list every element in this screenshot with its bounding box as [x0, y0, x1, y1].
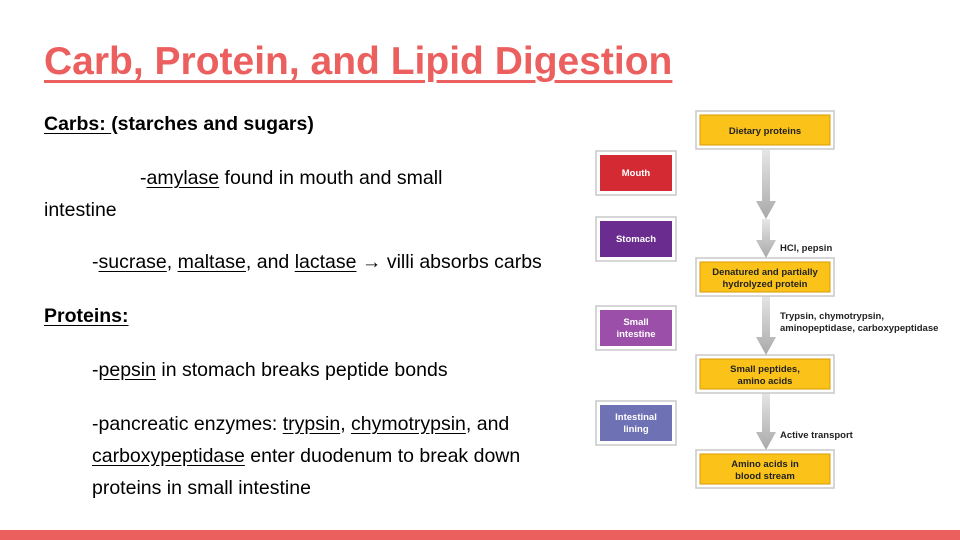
- comma: ,: [465, 413, 472, 435]
- dash: -: [140, 167, 147, 189]
- comma: ,: [166, 251, 178, 273]
- stage-label: Dietary proteins: [728, 126, 802, 137]
- proteins-line-1: [44, 354, 584, 386]
- dash: -: [92, 251, 99, 273]
- flow-arrows: [756, 150, 776, 450]
- stage-label: hydrolyzed protein: [722, 279, 808, 290]
- carbs-line-1: [44, 162, 584, 194]
- carbs-heading-rest: (starches and sugars): [111, 113, 314, 135]
- sucrase-term: sucrase: [98, 251, 167, 273]
- organ-label: intestine: [616, 329, 656, 340]
- chymotrypsin-term: chymotrypsin: [351, 413, 466, 435]
- protein-digestion-diagram: [590, 105, 960, 500]
- down-arrow: [756, 295, 776, 355]
- proteins-heading: Proteins:: [44, 305, 129, 327]
- organ-intestinal-lining: [596, 401, 676, 445]
- step-label: HCl, pepsin: [780, 243, 833, 254]
- down-arrow: [756, 219, 776, 258]
- stage-denatured-protein: [696, 258, 834, 296]
- carbs-line-1-wrap: intestine: [44, 199, 117, 221]
- dash: -: [92, 359, 99, 381]
- organ-label: lining: [623, 424, 649, 435]
- stage-label: Amino acids in: [731, 459, 799, 470]
- organ-stomach: [596, 217, 676, 261]
- slide-body: [44, 108, 584, 504]
- carbs-line-2: [44, 246, 582, 278]
- and-text: , and: [245, 251, 295, 273]
- carbs-heading-label: Carbs:: [44, 113, 112, 135]
- organ-small-intestine: [596, 306, 676, 350]
- stage-label: blood stream: [735, 471, 795, 482]
- carboxypeptidase-term: carboxypeptidase: [92, 445, 245, 467]
- carbs-line-1-text: found in mouth and small: [219, 167, 443, 189]
- comma: ,: [340, 413, 352, 435]
- carbs-heading: [44, 108, 584, 140]
- proteins-line-2-start: -pancreatic enzymes:: [92, 413, 283, 435]
- slide-title: Carb, Protein, and Lipid Digestion: [44, 40, 673, 83]
- step-label: aminopeptidase, carboxypeptidase: [780, 323, 939, 334]
- stage-label: amino acids: [737, 376, 793, 387]
- organ-label: Stomach: [615, 234, 657, 245]
- bottom-accent-bar: [0, 530, 960, 540]
- organ-mouth: [596, 151, 676, 195]
- organ-label: Intestinal: [615, 412, 657, 423]
- lactase-term: lactase: [294, 251, 357, 273]
- amylase-term: amylase: [146, 167, 220, 189]
- step-label: Active transport: [780, 430, 853, 441]
- step-label: Trypsin, chymotrypsin,: [780, 311, 884, 322]
- stage-dietary-proteins: [696, 111, 834, 149]
- pepsin-term: pepsin: [98, 359, 156, 381]
- stage-small-peptides: [696, 355, 834, 393]
- stage-amino-acids-blood: [696, 450, 834, 488]
- organ-label: Small: [623, 317, 649, 328]
- proteins-line-2-text: enter duodenum to break down proteins in small intestine: [92, 445, 521, 499]
- proteins-line-2: [44, 408, 562, 504]
- down-arrow: [756, 150, 776, 219]
- organ-label: Mouth: [621, 168, 651, 179]
- carbs-line-2-text: → villi absorbs carbs: [356, 251, 542, 273]
- stage-label: Small peptides,: [730, 364, 800, 375]
- trypsin-term: trypsin: [282, 413, 341, 435]
- and-text: and: [471, 413, 510, 435]
- stage-label: Denatured and partially: [712, 267, 818, 278]
- maltase-term: maltase: [177, 251, 246, 273]
- down-arrow: [756, 392, 776, 450]
- proteins-line-1-text: in stomach breaks peptide bonds: [155, 359, 448, 381]
